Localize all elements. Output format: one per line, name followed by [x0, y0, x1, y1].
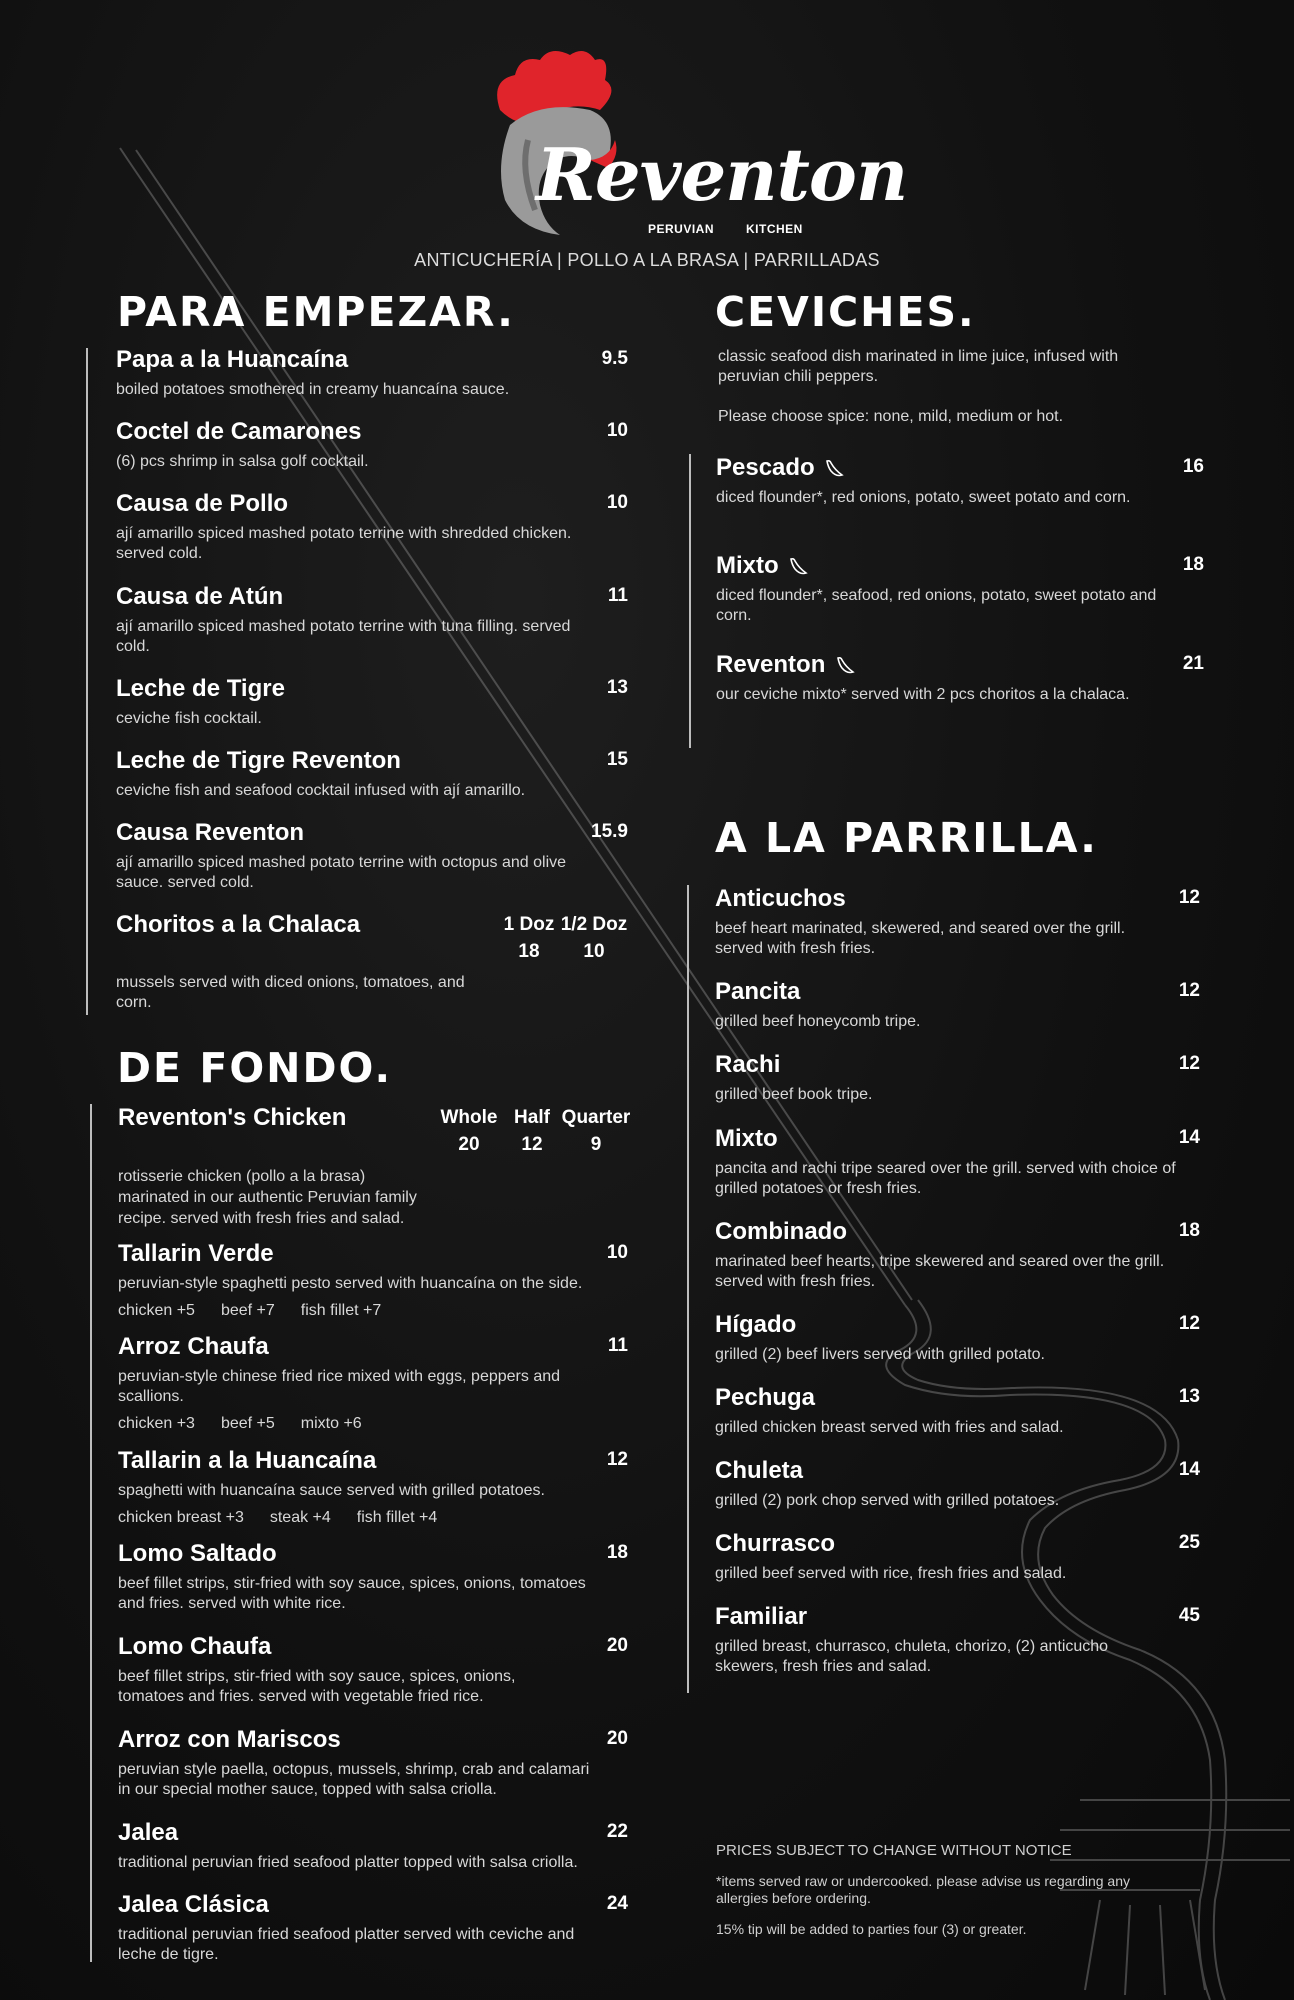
- item-name: Pancita: [715, 978, 801, 1005]
- brand-sub-right: KITCHEN: [746, 222, 803, 236]
- item-name: [716, 454, 1204, 482]
- menu-item: [716, 454, 1204, 508]
- item-description: marinated beef hearts, tripe skewered and seared over the grill. served with fresh fries.: [715, 1253, 1165, 1290]
- item-price: 14: [1178, 1459, 1200, 1480]
- menu-item: [715, 1530, 1200, 1584]
- column-divider: [689, 454, 691, 748]
- item-name: Leche de Tigre Reventon: [116, 747, 401, 774]
- item-description: spaghetti with huancaína sauce served with grilled potatoes.: [118, 1482, 545, 1499]
- item-name-text: Pescado: [716, 454, 815, 481]
- size-price: [494, 911, 564, 965]
- item-name: Pechuga: [715, 1384, 816, 1411]
- item-description: ají amarillo spiced mashed potato terrine with tuna filling. served cold.: [116, 618, 571, 655]
- item-price: 13: [606, 677, 628, 698]
- item-name: Causa Reventon: [116, 819, 305, 846]
- menu-item: [118, 1333, 628, 1433]
- item-name: Arroz con Mariscos: [118, 1726, 341, 1753]
- item-description: grilled chicken breast served with fries and salad.: [715, 1419, 1064, 1436]
- item-price: 20: [606, 1635, 628, 1656]
- item-description: ají amarillo spiced mashed potato terrine with octopus and olive sauce. served cold.: [116, 854, 567, 891]
- section-title-de-fondo: DE FONDO.: [117, 1044, 393, 1092]
- menu-item: [715, 1457, 1200, 1511]
- chili-pepper-icon: [787, 556, 809, 578]
- item-description: traditional peruvian fried seafood platter served with ceviche and leche de tigre.: [118, 1926, 575, 1963]
- menu-item: [118, 1633, 628, 1707]
- menu-item: [715, 978, 1200, 1032]
- item-description: diced flounder*, red onions, potato, sweet potato and corn.: [716, 489, 1131, 506]
- menu-item: [715, 1384, 1200, 1438]
- item-description: peruvian style paella, octopus, mussels, shrimp, crab and calamari in our special mother sauce, topped with salsa criolla.: [118, 1761, 590, 1798]
- footer-notes: [716, 1842, 1176, 1952]
- item-price: 12: [1178, 980, 1200, 1001]
- item-name: Causa de Pollo: [116, 490, 289, 517]
- reventon-logo: [480, 40, 908, 250]
- item-name: Lomo Saltado: [118, 1540, 277, 1567]
- item-description: diced flounder*, seafood, red onions, potato, sweet potato and corn.: [716, 587, 1157, 624]
- size-price-value: 10: [583, 941, 605, 962]
- size-label: Half: [514, 1107, 550, 1128]
- add-ons: [118, 1415, 628, 1433]
- size-price: [556, 911, 632, 965]
- size-price-value: 20: [458, 1134, 480, 1155]
- item-description: traditional peruvian fried seafood platter topped with salsa criolla.: [118, 1854, 578, 1871]
- add-on: chicken +5: [118, 1302, 195, 1319]
- item-description: peruvian-style spaghetti pesto served with huancaína on the side.: [118, 1275, 583, 1292]
- column-divider: [687, 885, 689, 1693]
- item-name: Lomo Chaufa: [118, 1633, 272, 1660]
- menu-item: [116, 747, 628, 801]
- size-price: [502, 1104, 562, 1158]
- item-description: grilled beef honeycomb tripe.: [715, 1013, 921, 1030]
- item-name: Arroz Chaufa: [118, 1333, 269, 1360]
- add-on: mixto +6: [300, 1415, 362, 1432]
- item-price: 11: [607, 1335, 628, 1356]
- item-description: ceviche fish cocktail.: [116, 710, 262, 727]
- item-price: 10: [606, 492, 628, 513]
- item-name: Jalea Clásica: [118, 1891, 269, 1918]
- menu-item: [116, 418, 628, 472]
- item-price: 45: [1178, 1605, 1200, 1626]
- item-price: 16: [1182, 456, 1204, 477]
- item-name: Leche de Tigre: [116, 675, 285, 702]
- size-price: [434, 1104, 504, 1158]
- add-on: chicken breast +3: [118, 1509, 244, 1526]
- add-ons: [118, 1509, 628, 1527]
- brand-tagline: ANTICUCHERÍA | POLLO A LA BRASA | PARRILLADAS: [414, 250, 880, 270]
- menu-item: [118, 1104, 631, 1227]
- item-name: [716, 552, 1204, 580]
- menu-item: [715, 1125, 1200, 1199]
- item-description: our ceviche mixto* served with 2 pcs choritos a la chalaca.: [716, 686, 1130, 703]
- menu-item: [716, 651, 1204, 705]
- menu-item: [116, 490, 628, 564]
- menu-item: [118, 1891, 628, 1965]
- item-name: Hígado: [715, 1311, 797, 1338]
- item-name: Reventon's Chicken: [118, 1104, 347, 1131]
- item-description: pancita and rachi tripe seared over the grill. served with choice of grilled potatoes or fresh fries.: [715, 1160, 1176, 1197]
- menu-item: [118, 1726, 628, 1800]
- item-description: mussels served with diced onions, tomatoes, and corn.: [116, 974, 465, 1011]
- item-name: Familiar: [715, 1603, 808, 1630]
- item-description: ají amarillo spiced mashed potato terrine with shredded chicken. served cold.: [116, 525, 572, 562]
- size-price-value: 18: [518, 941, 540, 962]
- item-name: Causa de Atún: [116, 583, 284, 610]
- menu-item: [118, 1819, 628, 1873]
- item-description: ceviche fish and seafood cocktail infused with ají amarillo.: [116, 782, 526, 799]
- item-name-text: Reventon: [716, 651, 826, 678]
- add-on: fish fillet +7: [300, 1302, 382, 1319]
- item-price: 12: [1178, 1313, 1200, 1334]
- item-description: grilled breast, churrasco, chuleta, chorizo, (2) anticucho skewers, fresh fries and salad.: [715, 1638, 1109, 1675]
- size-label: Whole: [440, 1107, 498, 1128]
- item-price: 13: [1178, 1386, 1200, 1407]
- add-on: steak +4: [269, 1509, 331, 1526]
- spice-note: Please choose spice: none, mild, medium or hot.: [718, 408, 1064, 425]
- brand-name: Reventon: [536, 132, 908, 217]
- item-price: 25: [1178, 1532, 1200, 1553]
- size-label: Quarter: [561, 1107, 631, 1128]
- item-description: beef fillet strips, stir-fried with soy sauce, spices, onions, tomatoes and fries. served with white rice.: [118, 1575, 586, 1612]
- item-name: Chuleta: [715, 1457, 804, 1484]
- item-description: beef heart marinated, skewered, and seared over the grill. served with fresh fries.: [715, 920, 1126, 957]
- item-description: grilled beef book tripe.: [715, 1086, 873, 1103]
- item-name: Tallarin a la Huancaína: [118, 1447, 377, 1474]
- item-price: 12: [1178, 1053, 1200, 1074]
- item-name: Churrasco: [715, 1530, 836, 1557]
- size-price-value: 9: [590, 1134, 602, 1155]
- brand-sub-left: PERUVIAN: [648, 222, 715, 236]
- item-name: [716, 651, 1204, 679]
- menu-item: [116, 819, 628, 893]
- item-description: boiled potatoes smothered in creamy huancaína sauce.: [116, 381, 510, 398]
- add-on: beef +5: [220, 1415, 275, 1432]
- menu-item: [118, 1447, 628, 1527]
- item-price: 12: [606, 1449, 628, 1470]
- menu-item: [116, 583, 628, 657]
- size-label: 1/2 Doz: [560, 914, 628, 935]
- size-price-value: 12: [521, 1134, 543, 1155]
- item-name: Combinado: [715, 1218, 847, 1245]
- raw-food-notice: *items served raw or undercooked. please advise us regarding any allergies before ordering.: [716, 1873, 1131, 1906]
- item-price: 10: [606, 420, 628, 441]
- menu-item: [116, 911, 628, 1011]
- item-price: 18: [1182, 554, 1204, 575]
- item-price: 20: [606, 1728, 628, 1749]
- menu-item: [716, 552, 1204, 626]
- item-description: (6) pcs shrimp in salsa golf cocktail.: [116, 453, 369, 470]
- item-description: grilled beef served with rice, fresh fries and salad.: [715, 1565, 1067, 1582]
- size-price: [554, 1104, 638, 1158]
- item-price: 22: [606, 1821, 628, 1842]
- section-title-para-empezar: PARA EMPEZAR.: [117, 288, 515, 336]
- item-description: rotisserie chicken (pollo a la brasa) marinated in our authentic Peruvian family recipe. served with fresh fries and salad.: [118, 1168, 417, 1227]
- menu-item: [715, 1218, 1200, 1292]
- item-description: peruvian-style chinese fried rice mixed with eggs, peppers and scallions.: [118, 1368, 561, 1405]
- item-name: Mixto: [715, 1125, 778, 1152]
- item-price: 9.5: [601, 348, 628, 369]
- menu-item: [715, 885, 1200, 959]
- add-ons: [118, 1302, 628, 1320]
- add-on: beef +7: [220, 1302, 275, 1319]
- chili-pepper-icon: [823, 458, 845, 480]
- item-description: grilled (2) pork chop served with grilled potatoes.: [715, 1492, 1060, 1509]
- item-price: 15.9: [591, 821, 628, 842]
- column-divider: [86, 348, 88, 1015]
- menu-item: [116, 346, 628, 400]
- item-name: Jalea: [118, 1819, 179, 1846]
- section-title-ceviches: CEVICHES.: [715, 288, 976, 336]
- chili-pepper-icon: [834, 655, 856, 677]
- price-notice: PRICES SUBJECT TO CHANGE WITHOUT NOTICE: [716, 1842, 1072, 1859]
- item-price: 10: [606, 1242, 628, 1263]
- item-price: 24: [606, 1893, 628, 1914]
- menu-item: [116, 675, 628, 729]
- column-divider: [90, 1104, 92, 1962]
- item-description: beef fillet strips, stir-fried with soy sauce, spices, onions, tomatoes and fries. served with vegetable fried rice.: [118, 1668, 516, 1705]
- item-price: 21: [1182, 653, 1204, 674]
- menu-item: [715, 1603, 1200, 1677]
- menu-item: [118, 1540, 628, 1614]
- menu-item: [715, 1311, 1200, 1365]
- add-on: fish fillet +4: [356, 1509, 438, 1526]
- item-price: 18: [1178, 1220, 1200, 1241]
- item-name: Papa a la Huancaína: [116, 346, 349, 373]
- item-name: Coctel de Camarones: [116, 418, 362, 445]
- add-on: chicken +3: [118, 1415, 195, 1432]
- item-name: Tallarin Verde: [118, 1240, 274, 1267]
- section-title-a-la-parrilla: A LA PARRILLA.: [715, 814, 1098, 862]
- item-name: Choritos a la Chalaca: [116, 911, 361, 938]
- item-name-text: Mixto: [716, 552, 779, 579]
- item-price: 11: [607, 585, 628, 606]
- ceviches-intro: classic seafood dish marinated in lime juice, infused with peruvian chili peppers.: [718, 348, 1119, 385]
- item-price: 15: [606, 749, 628, 770]
- item-name: Anticuchos: [715, 885, 846, 912]
- item-description: grilled (2) beef livers served with grilled potato.: [715, 1346, 1045, 1363]
- size-label: 1 Doz: [503, 914, 555, 935]
- item-price: 18: [606, 1542, 628, 1563]
- item-price: 12: [1178, 887, 1200, 908]
- menu-item: [715, 1051, 1200, 1105]
- item-name: Rachi: [715, 1051, 781, 1078]
- item-price: 14: [1178, 1127, 1200, 1148]
- tip-notice: 15% tip will be added to parties four (3) or greater.: [716, 1921, 1027, 1937]
- menu-item: [118, 1240, 628, 1320]
